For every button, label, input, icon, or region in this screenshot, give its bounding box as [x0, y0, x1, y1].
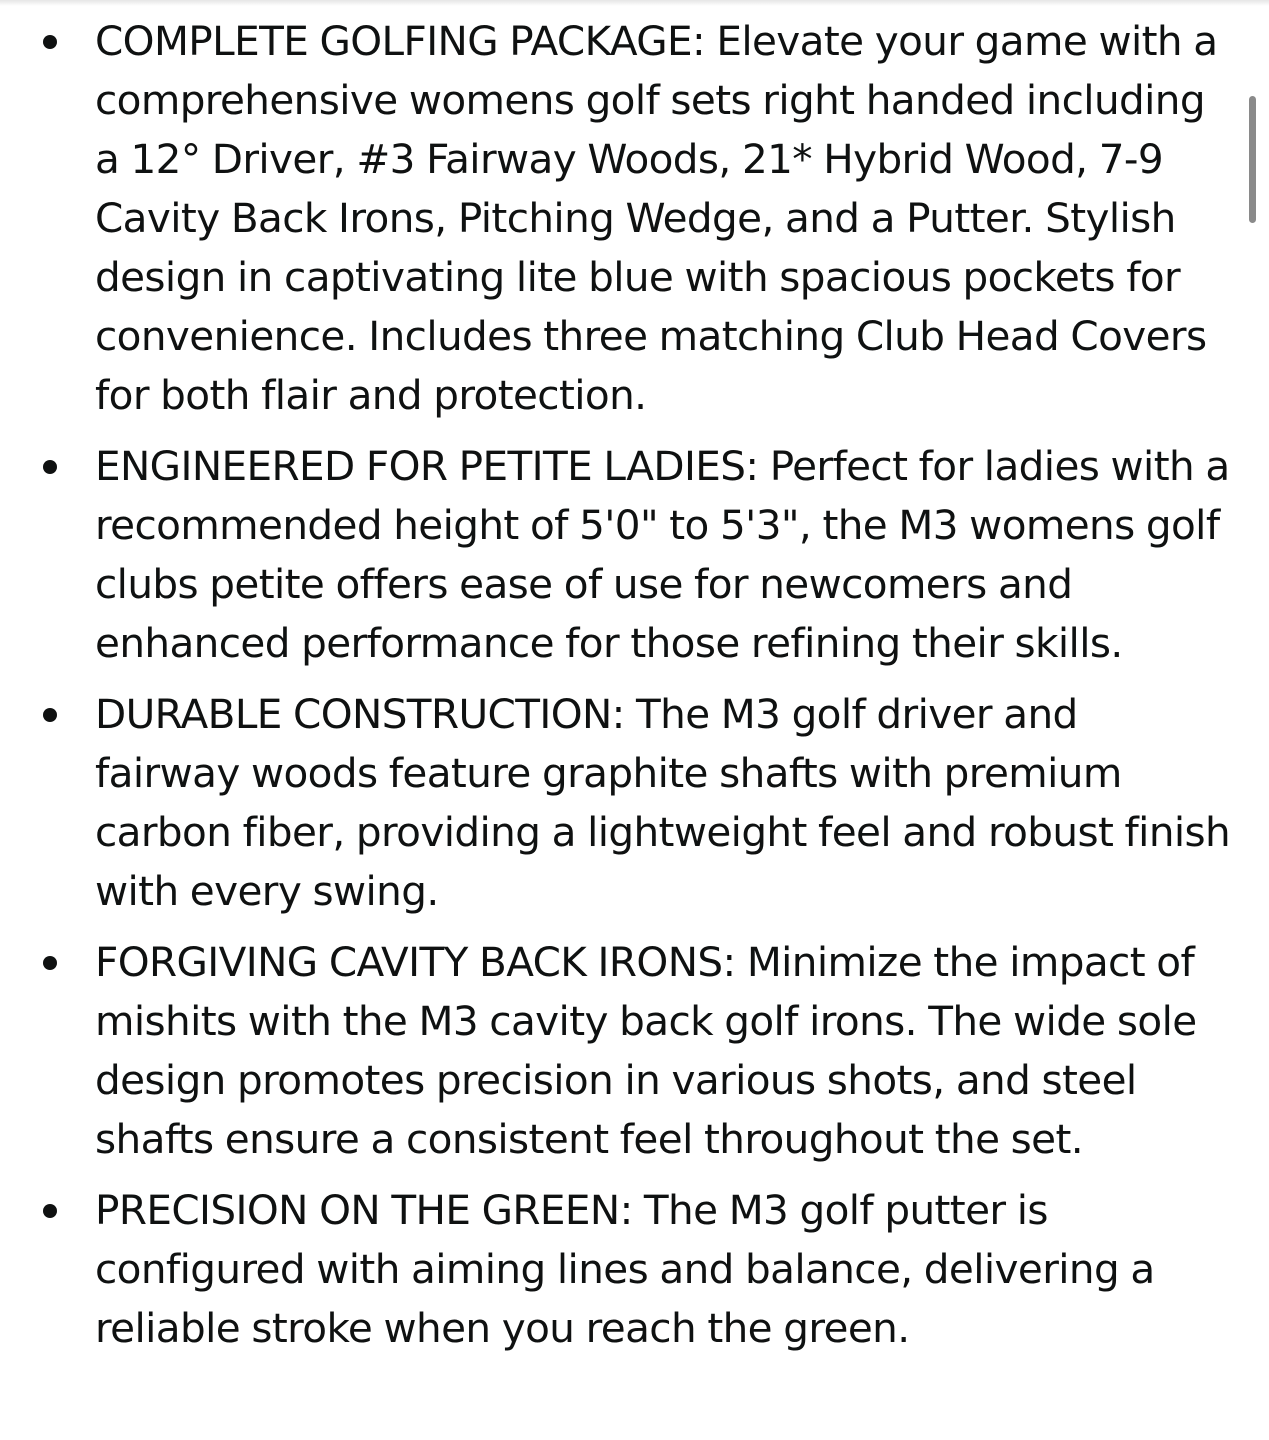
bullet-dot-icon	[43, 35, 57, 49]
bullet-item-precision-green	[0, 1181, 1250, 1358]
top-edge-shadow	[0, 0, 1269, 6]
bullet-dot-icon	[43, 460, 57, 474]
bullet-item-complete-package	[0, 12, 1250, 425]
bullet-item-durable-construction	[0, 685, 1250, 921]
bullet-item-cavity-back-irons	[0, 933, 1250, 1169]
bullet-dot-icon	[43, 956, 57, 970]
bullet-text: ENGINEERED FOR PETITE LADIES: Perfect for ladies with a recommended height of 5'0" to 5'3", the M3 womens golf clubs petite offers ease of use for newcomers and enhanced performance for those refining their skills.	[95, 442, 1230, 667]
bullet-text: PRECISION ON THE GREEN: The M3 golf putter is configured with aiming lines and balance, delivering a reliable stroke when you reach the green.	[95, 1186, 1155, 1352]
bullet-dot-icon	[43, 1204, 57, 1218]
bullet-text: COMPLETE GOLFING PACKAGE: Elevate your game with a comprehensive womens golf sets right handed including a 12° Driver, #3 Fairway Woods, 21* Hybrid Wood, 7-9 Cavity Back Irons, Pitching Wedge, and a Putter. Stylish design in captivating lite blue with spacious pockets for convenience. Includes three matching Club Head Covers for both flair and protection.	[95, 17, 1218, 419]
bullet-item-petite-ladies	[0, 437, 1250, 673]
bullet-text: DURABLE CONSTRUCTION: The M3 golf driver and fairway woods feature graphite shafts with premium carbon fiber, providing a lightweight feel and robust finish with every swing.	[95, 690, 1231, 915]
feature-bullet-list	[0, 12, 1250, 1370]
bullet-text: FORGIVING CAVITY BACK IRONS: Minimize the impact of mishits with the M3 cavity back golf irons. The wide sole design promotes precision in various shots, and steel shafts ensure a consistent feel throughout the set.	[95, 938, 1197, 1163]
vertical-scrollbar-thumb[interactable]	[1249, 96, 1256, 223]
bullet-dot-icon	[43, 708, 57, 722]
